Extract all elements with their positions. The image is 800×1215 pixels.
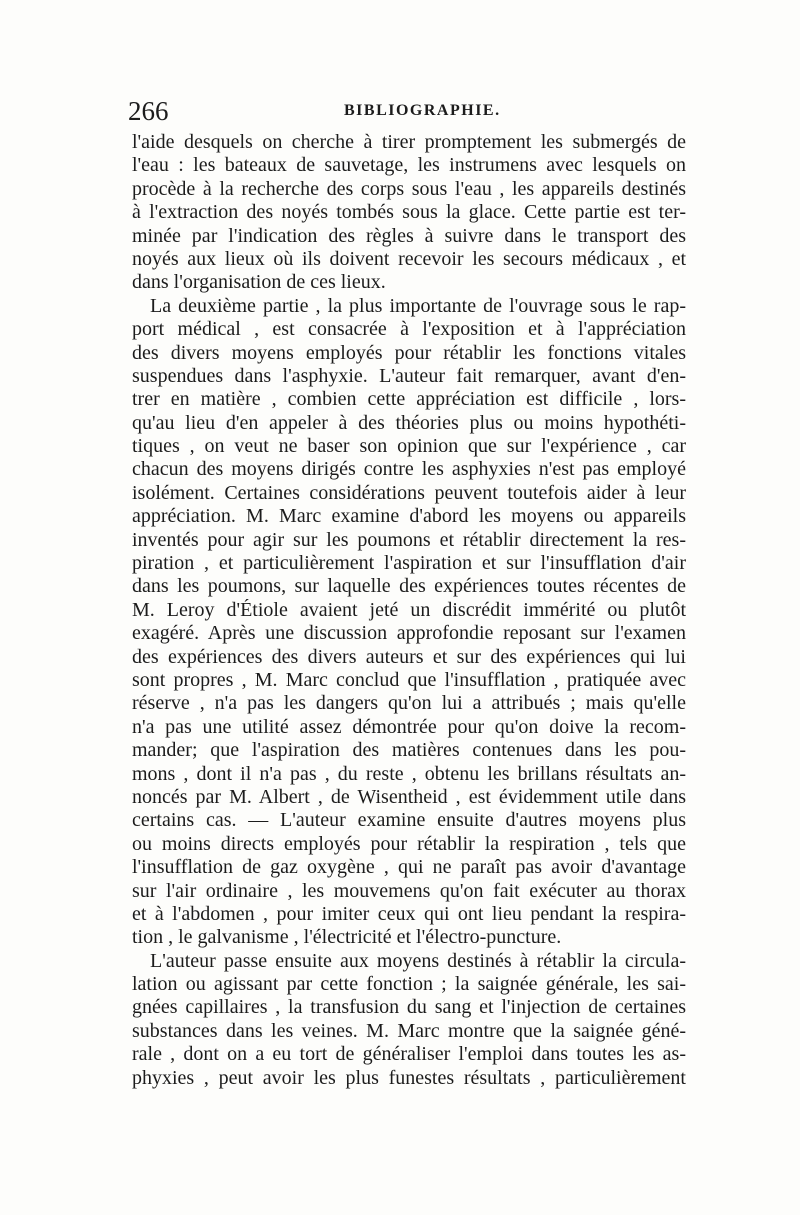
text-line: dans l'organisation de ces lieux. — [132, 271, 386, 294]
text-line: mons , dont il n'a pas , du reste , obtenu les brillans résultats an- — [132, 762, 686, 785]
text-line: chacun des moyens dirigés contre les asphyxies n'est pas employé — [132, 458, 686, 481]
text-line: noncés par M. Albert , de Wisentheid , est évidemment utile dans — [132, 785, 686, 808]
text-line: tiques , on veut ne baser son opinion que sur l'expérience , car — [132, 435, 686, 458]
text-line: lation ou agissant par cette fonction ; la saignée générale, les sai- — [132, 973, 686, 996]
running-head: BIBLIOGRAPHIE. — [344, 102, 501, 119]
paragraph — [132, 131, 686, 295]
text-line: trer en matière , combien cette appréciation est difficile , lors- — [132, 388, 686, 411]
text-line: des divers moyens employés pour rétablir les fonctions vitales — [132, 341, 686, 364]
text-line: piration , et particulièrement l'aspiration et sur l'insufflation d'air — [132, 552, 686, 575]
text-line: l'aide desquels on cherche à tirer promptement les submergés de — [132, 131, 686, 153]
text-line: appréciation. M. Marc examine d'abord les moyens ou appareils — [132, 505, 686, 528]
text-line: M. Leroy d'Étiole avaient jeté un discrédit immérité ou plutôt — [132, 598, 686, 621]
body-text — [132, 131, 686, 1090]
text-line: L'auteur passe ensuite aux moyens destinés à rétablir la circula- — [150, 949, 686, 972]
text-line: l'insufflation de gaz oxygène , qui ne paraît pas avoir d'avantage — [132, 856, 686, 879]
text-line: qu'au lieu d'en appeler à des théories plus ou moins hypothéti- — [132, 411, 686, 434]
text-line: port médical , est consacrée à l'exposition et à l'appréciation — [132, 318, 686, 341]
text-line: gnées capillaires , la transfusion du sang et l'injection de certaines — [132, 996, 686, 1019]
text-line: tion , le galvanisme , l'électricité et l'électro-puncture. — [132, 926, 562, 949]
text-line: isolément. Certaines considérations peuvent toutefois aider à leur — [132, 481, 686, 504]
text-line: sur l'air ordinaire , les mouvemens qu'on fait exécuter au thorax — [132, 879, 686, 902]
text-line: sont propres , M. Marc conclud que l'insufflation , pratiquée avec — [132, 668, 686, 691]
text-line: substances dans les veines. M. Marc montre que la saignée géné- — [132, 1019, 686, 1042]
text-line: et à l'abdomen , pour imiter ceux qui ont lieu pendant la respira- — [132, 902, 686, 925]
text-line: minée par l'indication des règles à suivre dans le transport des — [132, 224, 686, 247]
text-line: suspendues dans l'asphyxie. L'auteur fait remarquer, avant d'en- — [132, 364, 686, 387]
text-line: inventés pour agir sur les poumons et rétablir directement la res- — [132, 528, 686, 551]
text-line: des expériences des divers auteurs et sur des expériences qui lui — [132, 645, 686, 668]
text-line: dans les poumons, sur laquelle des expériences toutes récentes de — [132, 575, 686, 598]
paragraph — [132, 295, 686, 950]
text-line: à l'extraction des noyés tombés sous la glace. Cette partie est ter- — [132, 201, 686, 224]
text-line: mander; que l'aspiration des matières contenues dans les pou- — [132, 739, 686, 762]
page-number: 266 — [128, 96, 169, 126]
text-line: noyés aux lieux où ils doivent recevoir les secours médicaux , et — [132, 247, 686, 270]
text-line: rale , dont on a eu tort de généraliser l'emploi dans toutes les as- — [132, 1043, 686, 1066]
text-line: exagéré. Après une discussion approfondie reposant sur l'examen — [132, 622, 686, 645]
text-line: ou moins directs employés pour rétablir la respiration , tels que — [132, 832, 686, 855]
text-line: La deuxième partie , la plus importante de l'ouvrage sous le rap- — [150, 294, 686, 317]
paragraph — [132, 950, 686, 1090]
text-line: n'a pas une utilité assez démontrée pour qu'on doive la recom- — [132, 715, 686, 738]
text-line: certains cas. — L'auteur examine ensuite d'autres moyens plus — [132, 809, 686, 832]
text-line: procède à la recherche des corps sous l'eau , les appareils destinés — [132, 177, 686, 200]
page-header — [128, 96, 688, 128]
text-line: phyxies , peut avoir les plus funestes résultats , particulièrement — [132, 1066, 686, 1089]
text-line: l'eau : les bateaux de sauvetage, les instrumens avec lesquels on — [132, 154, 686, 177]
text-line: réserve , n'a pas les dangers qu'on lui a attribués ; mais qu'elle — [132, 692, 686, 715]
